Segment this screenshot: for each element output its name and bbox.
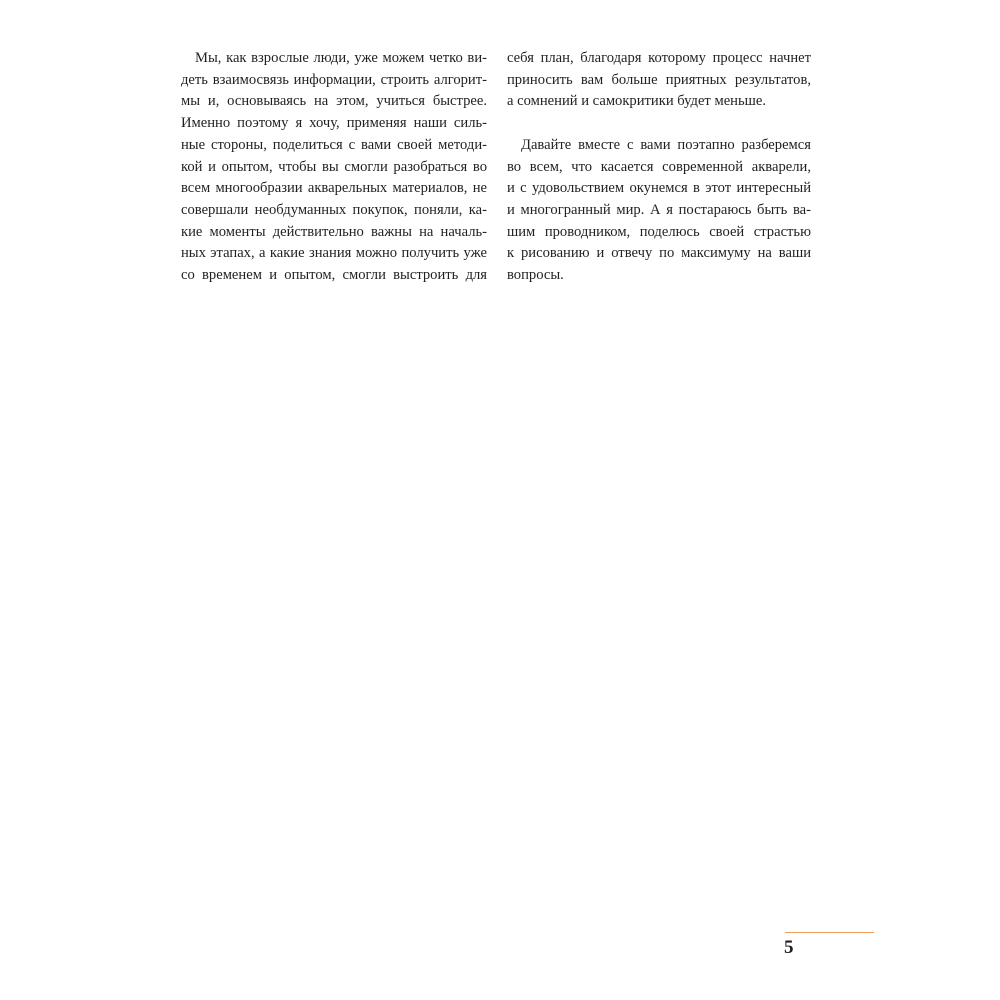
paragraph-continuation (507, 48, 811, 113)
text-line: ные стороны, поделиться с вами своей методи- (181, 136, 487, 153)
text-line: со временем и опытом, смогли выстроить для (181, 267, 487, 284)
text-line: во всем, что касается современной акварели, (507, 158, 811, 175)
text-line: кие моменты действительно важны на началь- (181, 223, 487, 240)
text-line: себя план, благодаря которому процесс начнет (507, 50, 811, 66)
text-line: и многогранный мир. А я постараюсь быть ва- (507, 201, 811, 218)
paragraph (507, 135, 811, 287)
text-line: приносить вам больше приятных результатов, (507, 71, 811, 88)
text-line: и с удовольствием окунемся в этот интересный (507, 180, 811, 197)
text-line: совершали необдуманных покупок, поняли, ка- (181, 201, 487, 218)
right-text-column (507, 48, 811, 287)
paragraph-spacer (507, 113, 811, 135)
text-line: шим проводником, поделюсь своей страстью (507, 223, 811, 240)
text-line: деть взаимосвязь информации, строить алгорит- (181, 71, 487, 88)
text-line: всем многообразии акварельных материалов, не (181, 180, 487, 197)
text-line: ных этапах, а какие знания можно получить уже (181, 245, 487, 262)
text-line: к рисованию и отвечу по максимуму на ваши (507, 245, 811, 262)
text-line: Именно поэтому я хочу, применяя наши силь- (181, 115, 487, 132)
text-line: Мы, как взрослые люди, уже можем четко ви- (195, 50, 487, 66)
text-line: мы и, основываясь на этом, учиться быстрее. (181, 93, 487, 110)
left-text-column (181, 48, 487, 287)
page-number: 5 (784, 937, 794, 958)
text-line: а сомнений и самокритики будет меньше. (507, 93, 766, 110)
text-line: Давайте вместе с вами поэтапно разберемся (521, 136, 811, 153)
text-line: вопросы. (507, 267, 564, 284)
text-line: кой и опытом, чтобы вы смогли разобраться во (181, 158, 487, 175)
folio-rule (785, 932, 874, 933)
